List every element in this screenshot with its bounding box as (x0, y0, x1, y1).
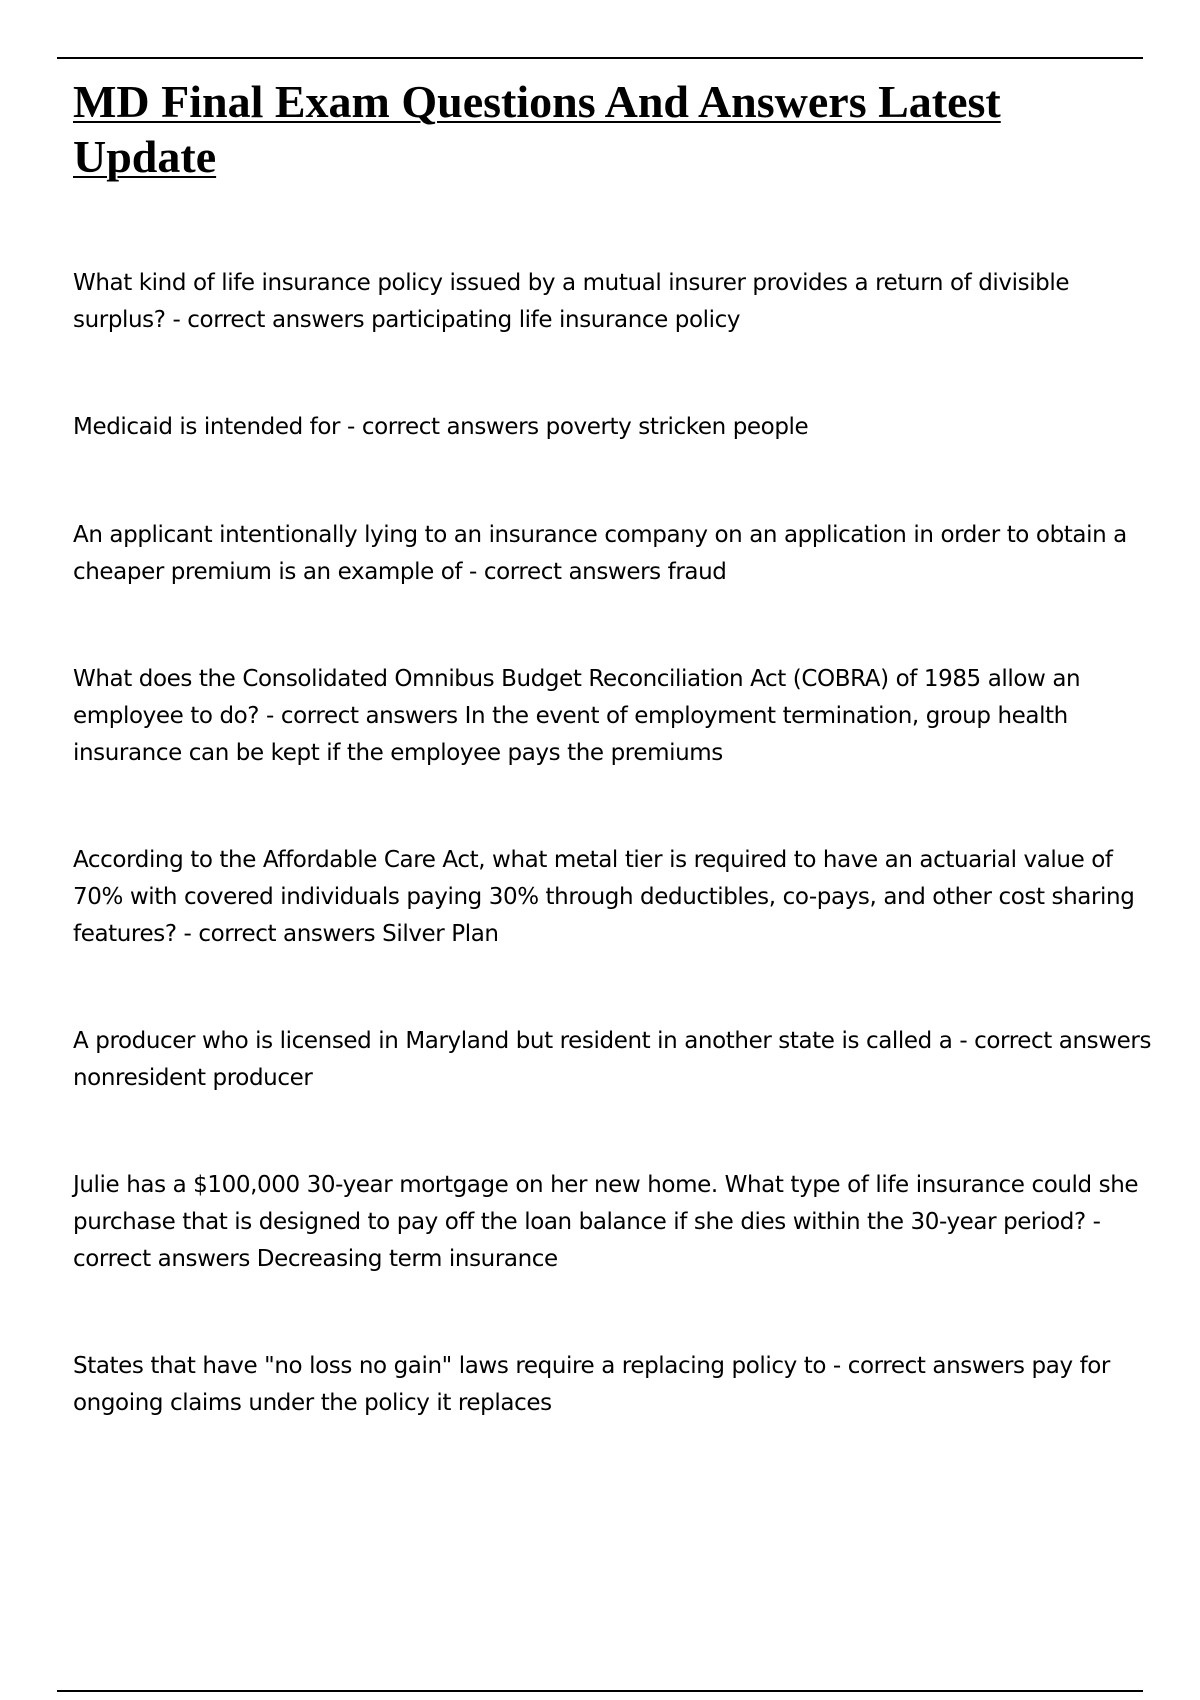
bottom-divider (57, 1690, 1143, 1692)
qa-item: What kind of life insurance policy issued by a mutual insurer provides a return of divisible surplus? - correct answers participating life insurance policy (73, 270, 1070, 333)
qa-item: Julie has a $100,000 30-year mortgage on her new home. What type of life insurance could she purchase that is designed to pay off the loan balance if she dies within the 30-year period? - correct answers Decreasing term insurance (73, 1172, 1139, 1272)
top-divider (57, 57, 1143, 59)
qa-item: What does the Consolidated Omnibus Budget Reconciliation Act (COBRA) of 1985 allow an employee to do? - correct answers In the event of employment termination, group health insurance can be kept if the employee pays the premiums (73, 666, 1081, 766)
qa-item: An applicant intentionally lying to an insurance company on an application in order to obtain a cheaper premium is an example of - correct answers fraud (73, 522, 1127, 585)
qa-item: Medicaid is intended for - correct answers poverty stricken people (73, 414, 809, 440)
qa-item: According to the Affordable Care Act, what metal tier is required to have an actuarial value of 70% with covered individuals paying 30% through deductibles, co-pays, and other cost sharing features? - correct answers Silver Plan (73, 847, 1135, 947)
page-title: MD Final Exam Questions And Answers Latest Update (73, 76, 1001, 182)
qa-item: A producer who is licensed in Maryland but resident in another state is called a - correct answers nonresident producer (73, 1028, 1152, 1091)
qa-item: States that have "no loss no gain" laws require a replacing policy to - correct answers pay for ongoing claims under the policy it replaces (73, 1353, 1110, 1416)
